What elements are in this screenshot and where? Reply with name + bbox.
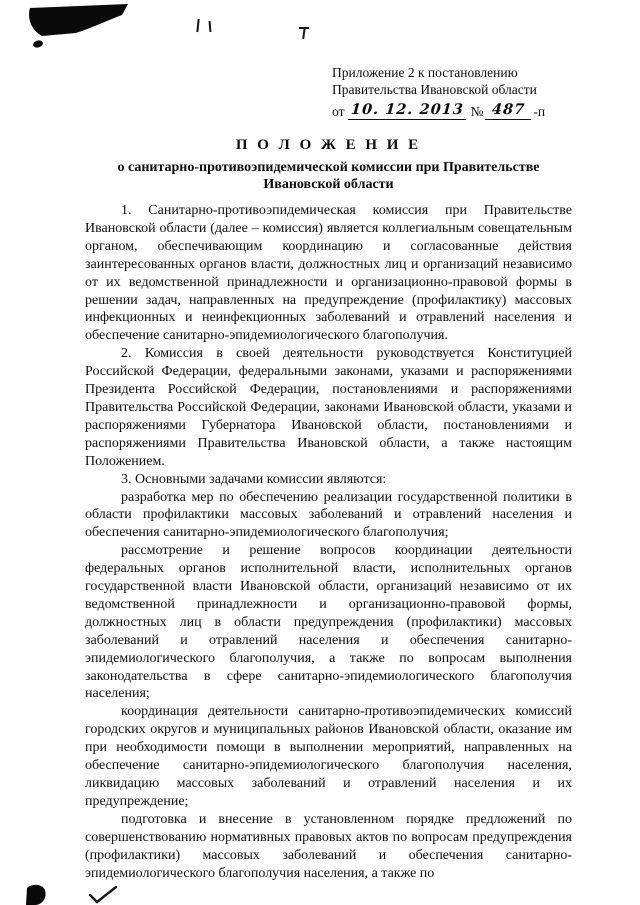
from-label: от bbox=[332, 104, 345, 119]
scan-tick-mark-4-artifact bbox=[299, 27, 309, 29]
title-line-3: Ивановской области bbox=[263, 177, 394, 192]
scan-tick-mark-1-artifact bbox=[196, 19, 199, 32]
document-title bbox=[85, 137, 572, 193]
number-sign: № bbox=[470, 104, 484, 119]
title-line-2: о санитарно-противоэпидемической комиссии при Правительстве bbox=[117, 160, 540, 175]
scan-checkmark-bottom-artifact bbox=[88, 886, 122, 905]
header-line-government: Правительства Ивановской области bbox=[332, 82, 537, 97]
paragraph-1: 1. Санитарно-противоэпидемическая комиссия при Правительстве Ивановской области (далее – комиссия) является коллегиальным совещательным органом, обеспечивающим координацию и согласованные действия заинтересованных органов власти, должностных лиц и организаций независимо от их ведомственной принадлежности и организационно-правовой формы в решении задач, направленных на предупреждение (профилактику) массовых инфекционных и неинфекционных заболеваний и отравлений населения и обеспечение санитарно-эпидемиологического благополучия. bbox=[85, 203, 572, 344]
scan-blob-bottom-left-artifact bbox=[24, 882, 54, 905]
paragraph-2: 2. Комиссия в своей деятельности руководствуется Конституцией Российской Федерации, федеральными законами, указами и распоряжениями Президента Российской Федерации, постановлениями и распоряжениями Правительства Российской Федерации, законами Ивановской области, указами и распоряжениями Губернатора Ивановской области, постановлениями и распоряжениями Правительства Ивановской области, а также настоящим Положением. bbox=[85, 346, 572, 469]
paragraph-7: подготовка и внесение в установленном порядке предложений по совершенствованию нормативных правовых актов по вопросам предупреждения (профилактики) массовых заболеваний и обеспечения санитарно-эпидемиологического благополучия населения, а также по bbox=[85, 811, 572, 881]
number-suffix: -п bbox=[533, 104, 546, 119]
paragraph-3: 3. Основными задачами комиссии являются: bbox=[121, 471, 387, 487]
paragraph-6: координация деятельности санитарно-противоэпидемических комиссий городских округов и муниципальных районов Ивановской области, оказание им при необходимости помощи в выполнении мероприятий, направленных на обеспечение санитарно-эпидемиологического благополучия населения, ликвидацию массовых заболеваний и отравлений населения и их предупреждение; bbox=[85, 704, 572, 809]
scan-tick-mark-3-artifact bbox=[302, 27, 306, 39]
handwritten-date: 10. 12. 2013 bbox=[350, 101, 465, 118]
document-body bbox=[85, 202, 572, 882]
scan-blob-top-left-artifact bbox=[22, 2, 172, 58]
date-underline bbox=[348, 101, 466, 120]
document-header bbox=[332, 64, 574, 120]
paragraph-4: разработка мер по обеспечению реализации государственной политики в области профилактики массовых заболеваний и отравлений населения и обеспечения санитарно-эпидемиологического благополучия; bbox=[85, 489, 572, 541]
paragraph-5: рассмотрение и решение вопросов координации деятельности федеральных органов исполнительной власти, исполнительных органов государственной власти Ивановской области, организаций независимо от их ведомственной принадлежности и организационно-правовой формы, должностных лиц в области предупреждения (профилактики) массовых заболеваний и отравлений населения и обеспечения санитарно-эпидемиологического благополучия, а также по вопросам выполнения законодательства в сфере санитарно-эпидемиологического благополучия населения; bbox=[85, 543, 572, 702]
scan-tick-mark-2-artifact bbox=[209, 21, 212, 32]
header-line-appendix: Приложение 2 к постановлению bbox=[332, 65, 518, 80]
number-underline bbox=[485, 101, 531, 120]
title-word-polozhenie: П О Л О Ж Е Н И Е bbox=[235, 137, 422, 153]
handwritten-number: 487 bbox=[491, 101, 526, 118]
header-line-date-number bbox=[332, 101, 574, 120]
